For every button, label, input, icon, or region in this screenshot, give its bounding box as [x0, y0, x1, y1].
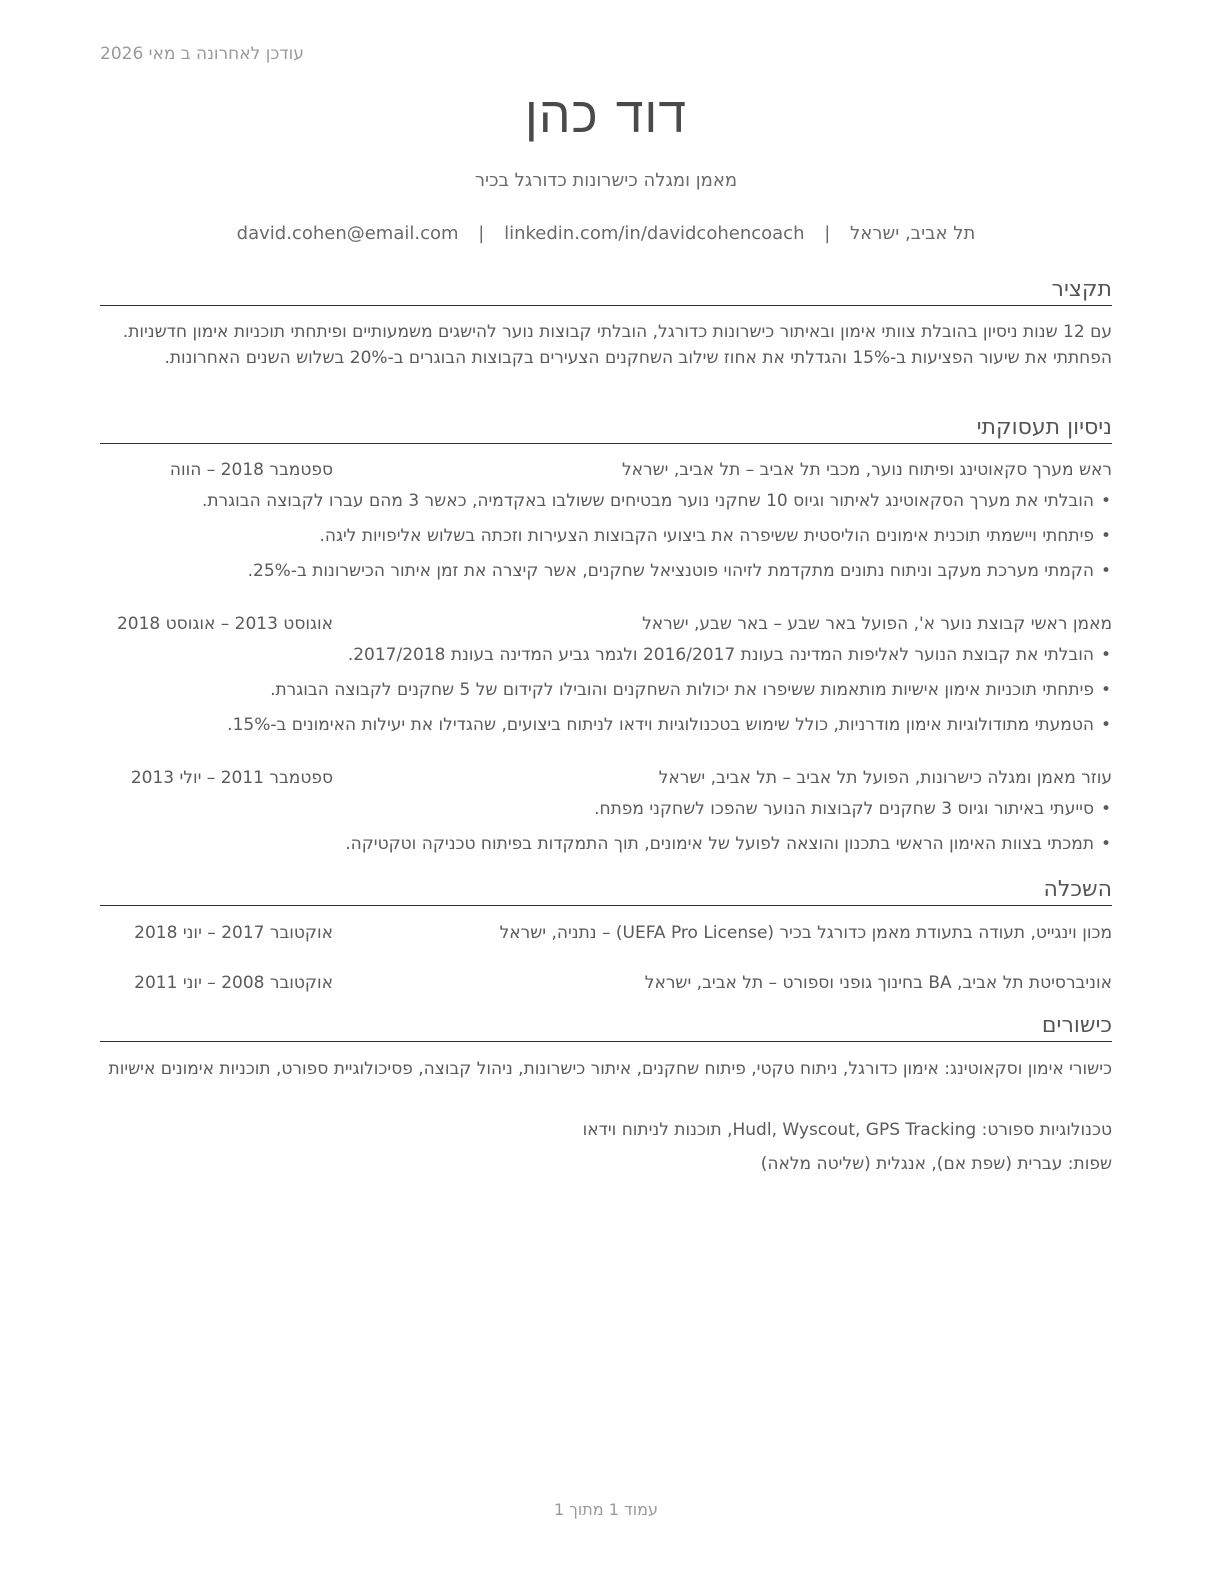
contact-separator: |: [824, 223, 831, 244]
candidate-name: דוד כהן: [524, 86, 688, 144]
bullet-marker: •: [1100, 799, 1112, 819]
bullet-text: הטמעתי מתודולוגיות אימון מודרניות, כולל שימוש בטכנולוגיות וידאו לניתוח ביצועים, שהגדילו את יעילות האימונים ב-15%.: [227, 715, 1094, 735]
education-entry: [100, 970, 1112, 996]
education-title: אוניברסיטת תל אביב, BA בחינוך גופני וספורט – תל אביב, ישראל: [644, 973, 1112, 993]
job-dates: אוגוסט 2013 – אוגוסט 2018: [116, 614, 333, 634]
bullet-marker: •: [1100, 645, 1112, 665]
contact-separator: |: [478, 223, 485, 244]
contact-linkedin[interactable]: linkedin.com/in/davidcohencoach: [504, 223, 805, 244]
job-bullet: [100, 796, 1112, 822]
education-dates: אוקטובר 2017 – יוני 2018: [134, 923, 333, 943]
section-heading-skills: כישורים: [100, 1012, 1112, 1042]
education-dates: אוקטובר 2008 – יוני 2011: [134, 973, 333, 993]
job-title: עוזר מאמן ומגלה כישרונות, הפועל תל אביב – תל אביב, ישראל: [658, 768, 1112, 788]
bullet-text: תמכתי בצוות האימון הראשי בתכנון והוצאה לפועל של אימונים, תוך התמקדות בפיתוח טכניקה וטקטיקה.: [345, 834, 1094, 854]
job-entry: [100, 765, 1112, 791]
contact-location: תל אביב, ישראל: [850, 223, 976, 244]
bullet-marker: •: [1100, 680, 1112, 700]
job-entry: [100, 457, 1112, 483]
job-entry: [100, 611, 1112, 637]
education-title: מכון וינגייט, תעודה בתעודת מאמן כדורגל בכיר (UEFA Pro License) – נתניה, ישראל: [499, 923, 1112, 943]
summary-text: עם 12 שנות ניסיון בהובלת צוותי אימון ובאיתור כישרונות כדורגל, הובלתי קבוצות נוער להישגים משמעותיים ופיתחתי תוכניות אימון חדשניות. הפחתתי את שיעור הפציעות ב-15% והגדלתי את אחוז שילוב השחקנים הצעירים בקבוצות הבוגרים ב-20% בשלוש השנים האחרונות.: [122, 322, 1112, 368]
section-heading-summary: תקציר: [100, 276, 1112, 306]
bullet-marker: •: [1100, 715, 1112, 735]
contact-line: [100, 223, 1112, 244]
bullet-text: הקמתי מערכת מעקב וניתוח נתונים מתקדמת לזיהוי פוטנציאל שחקנים, אשר קיצרה את זמן איתור הכישרונות ב-25%.: [247, 561, 1094, 581]
job-title: מאמן ראשי קבוצת נוער א', הפועל באר שבע – באר שבע, ישראל: [642, 614, 1112, 634]
job-dates: ספטמבר 2018 – הווה: [169, 460, 333, 480]
section-heading-education: השכלה: [100, 876, 1112, 906]
job-bullet: [100, 558, 1112, 584]
bullet-text: פיתחתי תוכניות אימון אישיות מותאמות ששיפרו את יכולות השחקנים והובילו לקידום של 5 שחקנים לקבוצה הבוגרת.: [270, 680, 1094, 700]
contact-email[interactable]: david.cohen@email.com: [236, 223, 459, 244]
candidate-subtitle: מאמן ומגלה כישרונות כדורגל בכיר: [474, 170, 738, 191]
job-bullet: [100, 677, 1112, 703]
job-dates: ספטמבר 2011 – יולי 2013: [130, 768, 333, 788]
job-bullet: [100, 642, 1112, 668]
bullet-marker: •: [1100, 834, 1112, 854]
job-title: ראש מערך סקאוטינג ופיתוח נוער, מכבי תל אביב – תל אביב, ישראל: [622, 460, 1112, 480]
bullet-marker: •: [1100, 526, 1112, 546]
bullet-text: הובלתי את מערך הסקאוטינג לאיתור וגיוס 10 שחקני נוער מבטיחים ששולבו באקדמיה, כאשר 3 מהם עברו לקבוצה הבוגרת.: [201, 491, 1094, 511]
bullet-text: סייעתי באיתור וגיוס 3 שחקנים לקבוצות הנוער שהפכו לשחקני מפתח.: [594, 799, 1094, 819]
skill-line: טכנולוגיות ספורט: Hudl, Wyscout, GPS Tracking, תוכנות לניתוח וידאו: [582, 1120, 1112, 1140]
last-updated: עודכן לאחרונה ב מאי 2026: [100, 44, 304, 64]
job-bullet: [100, 712, 1112, 738]
bullet-marker: •: [1100, 561, 1112, 581]
skill-line: כישורי אימון וסקאוטינג: אימון כדורגל, ניתוח טקטי, פיתוח שחקנים, איתור כישרונות, ניהול קבוצה, פסיכולוגיית ספורט, תוכניות אימונים אישיות: [108, 1059, 1112, 1079]
education-entry: [100, 920, 1112, 946]
job-bullet: [100, 488, 1112, 514]
bullet-marker: •: [1100, 491, 1112, 511]
page-number: עמוד 1 מתוך 1: [554, 1500, 658, 1519]
bullet-text: פיתחתי ויישמתי תוכנית אימונים הוליסטית ששיפרה את ביצועי הקבוצות הצעירות וזכתה בשלוש אליפויות ליגה.: [319, 526, 1094, 546]
section-heading-experience: ניסיון תעסוקתי: [100, 414, 1112, 444]
resume-page: [100, 0, 1112, 1584]
job-bullet: [100, 523, 1112, 549]
bullet-text: הובלתי את קבוצת הנוער לאליפות המדינה בעונת 2016/2017 ולגמר גביע המדינה בעונת 2017/2018.: [347, 645, 1094, 665]
skill-line: שפות: עברית (שפת אם), אנגלית (שליטה מלאה): [760, 1154, 1112, 1174]
job-bullet: [100, 831, 1112, 857]
